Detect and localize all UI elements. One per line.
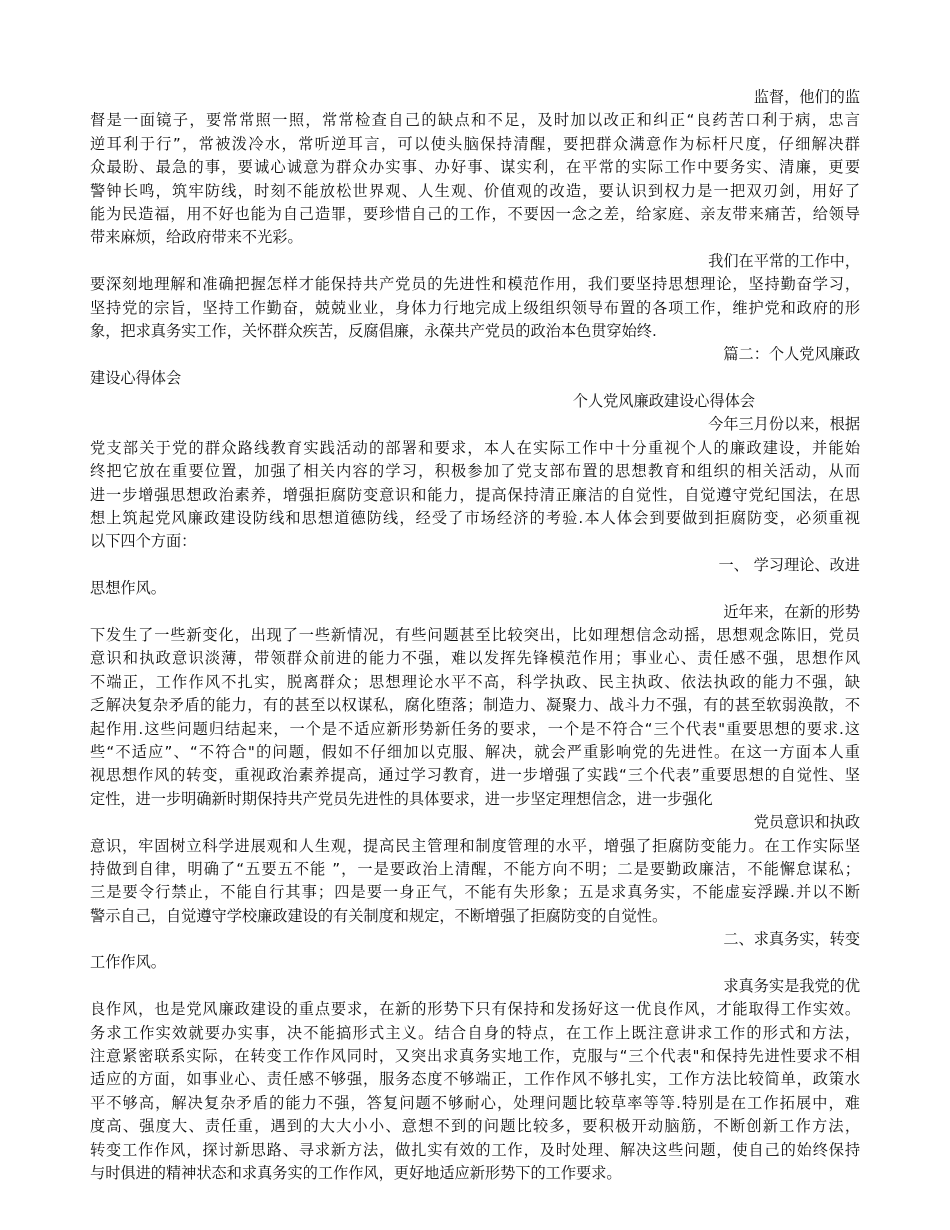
text-line: 下发生了一些新变化，出现了一些新情况，有些问题甚至比较突出，比如理想信念动摇，思想观念陈旧，党员 — [90, 625, 860, 644]
text-line: 转变工作作风，探讨新思路、寻求新方法，做扎实有效的工作，及时处理、解决这些问题，使自己的始终保持 — [90, 1140, 860, 1159]
text-line: 要深刻地理解和准确把握怎样才能保持共产党员的先进性和模范作用，我们要坚持思想理论，坚持勤奋学习， — [90, 275, 860, 294]
text-line: 监督，他们的监 — [753, 88, 860, 106]
text-line: 象，把求真务实工作，关怀群众疾苦，反腐倡廉，永葆共产党员的政治本色贯穿始终. — [90, 321, 657, 340]
text-line: 警钟长鸣，筑牢防线，时刻不能放松世界观、人生观、价值观的改造，要认识到权力是一把双刃剑，用好了 — [90, 181, 860, 200]
text-line: 以下四个方面： — [90, 532, 197, 551]
text-line: 进一步增强思想政治素养，增强拒腐防变意识和能力，提高保持清正廉洁的自觉性，自觉遵守党纪国法，在思 — [90, 485, 860, 504]
text-line: 意识和执政意识淡薄，带领群众前进的能力不强，难以发挥先锋模范作用；事业心、责任感不强，思想作风 — [90, 649, 860, 668]
text-line: 良作风，也是党风廉政建设的重点要求，在新的形势下只有保持和发扬好这一优良作风，才能取得工作实效。 — [90, 1000, 860, 1019]
article-title: 个人党风廉政建设心得体会 — [572, 392, 755, 411]
text-line: 党员意识和执政 — [753, 813, 860, 832]
section-heading: 一、 学习理论、改进 — [718, 555, 860, 574]
text-line: 适应的方面，如事业心、责任感不够强，服务态度不够端正，工作作风不够扎实，工作方法比较简单，政策水 — [90, 1070, 860, 1089]
section-heading: 工作作风。 — [90, 953, 166, 972]
text-line: 坚持党的宗旨，坚持工作勤奋，兢兢业业，身体力行地完成上级组织领导布置的各项工作，维护党和政府的形 — [90, 298, 860, 317]
text-line: 求真务实是我党的优 — [723, 976, 860, 995]
text-line: 逆耳利于行”，常被泼冷水，常听逆耳言，可以使头脑保持清醒，要把群众满意作为标杆尺度，仔细解决群 — [90, 134, 860, 153]
text-line: 终把它放在重要位置，加强了相关内容的学习，积极参加了党支部布置的思想教育和组织的相关活动，从而 — [90, 462, 860, 481]
text-line: 注意紧密联系实际，在转变工作作风同时，又突出求真务实地工作，克服与“三个代表"和保持先进性要求不相 — [90, 1047, 860, 1066]
text-line: 警示自己，自觉遵守学校廉政建设的有关制度和规定，不断增强了拒腐防变的自觉性。 — [90, 906, 668, 925]
text-line: 督是一面镜子，要常常照一照，常常检查自己的缺点和不足，及时加以改正和纠正“良药苦口利于病，忠言 — [90, 111, 860, 130]
text-line: 能为民造福，用不好也能为自己造罪，要珍惜自己的工作，不要因一念之差，给家庭、亲友带来痛苦，给领导 — [90, 204, 860, 223]
section-heading: 建设心得体会 — [90, 368, 182, 387]
text-line: 不端正，工作作风不扎实，脱离群众；思想理论水平不高，科学执政、民主执政、依法执政的能力不强，缺 — [90, 672, 860, 691]
text-line: 意识，牢固树立科学进展观和人生观，提高民主管理和制度管理的水平，增强了拒腐防变能力。在工作实际坚 — [90, 836, 860, 855]
text-line: 持做到自律，明确了“五要五不能 ”，一是要政治上清醒，不能方向不明；二是要勤政廉洁，不能懈怠谋私； — [90, 859, 860, 878]
text-line: 定性，进一步明确新时期保持共产党员先进性的具体要求，进一步坚定理想信念，进一步强化 — [90, 789, 713, 808]
text-line: 乏解决复杂矛盾的能力，有的甚至以权谋私，腐化堕落；制造力、凝聚力、战斗力不强，有的甚至软弱涣散，不 — [90, 696, 860, 715]
text-line: 想上筑起党风廉政建设防线和思想道德防线，经受了市场经济的考验.本人体会到要做到拒腐防变，必须重视 — [90, 509, 860, 528]
text-line: 党支部关于党的群众路线教育实践活动的部署和要求，本人在实际工作中十分重视个人的廉政建设，并能始 — [90, 438, 860, 457]
text-line: 近年来，在新的形势 — [723, 602, 860, 621]
text-line: 务求工作实效就要办实事，决不能搞形式主义。结合自身的特点，在工作上既注意讲求工作的形式和方法， — [90, 1023, 860, 1042]
text-line: 度高、强度大、责任重，遇到的大大小小、意想不到的问题比较多，要积极开动脑筋，不断创新工作方法， — [90, 1117, 860, 1136]
section-heading: 二、求真务实，转变 — [723, 930, 860, 949]
text-line: 与时俱进的精神状态和求真务实的工作作风，更好地适应新形势下的工作要求。 — [90, 1163, 622, 1182]
text-line: 带来麻烦，给政府带来不光彩。 — [90, 228, 303, 247]
text-line: 视思想作风的转变，重视政治素养提高，通过学习教育，进一步增强了实践“三个代表”重要思想的自觉性、坚 — [90, 766, 860, 785]
text-line: 起作用.这些问题归结起来，一个是不适应新形势新任务的要求，一个是不符合“三个代表"重要思想的要求.这 — [90, 719, 860, 738]
text-line: 我们在平常的工作中， — [708, 251, 860, 270]
text-line: 三是要令行禁止，不能自行其事；四是要一身正气，不能有失形象；五是求真务实，不能虚妄浮躁.并以不断 — [90, 883, 860, 902]
text-line: 众最盼、最急的事，要诚心诚意为群众办实事、办好事、谋实利，在平常的实际工作中要务实、清廉，更要 — [90, 158, 860, 177]
document-body — [90, 86, 860, 1185]
text-line: 些“不适应”、“不符合"的问题，假如不仔细加以克服、解决，就会严重影响党的先进性。在这一方面本人重 — [90, 742, 860, 761]
section-heading: 篇二：个人党风廉政 — [723, 345, 860, 364]
section-heading: 思想作风。 — [90, 579, 166, 598]
text-line: 平不够高，解决复杂矛盾的能力不强，答复问题不够耐心，处理问题比较草率等等.特别是在工作拓展中，难 — [90, 1093, 860, 1112]
text-line: 今年三月份以来，根据 — [708, 415, 860, 434]
